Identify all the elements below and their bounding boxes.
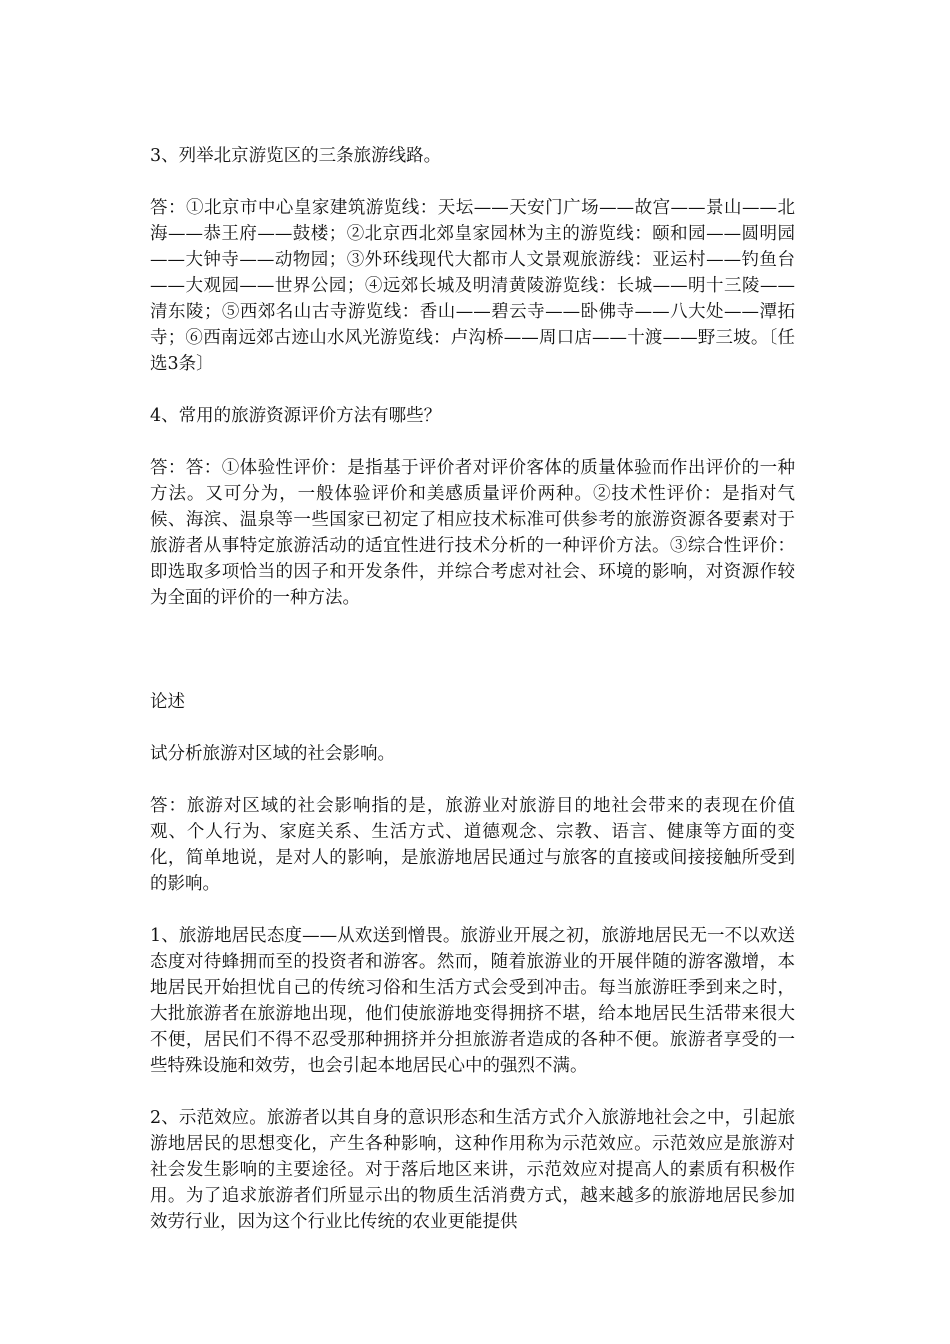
question-4: 4、常用的旅游资源评价方法有哪些？	[150, 406, 442, 426]
question-3: 3、列举北京游览区的三条旅游线路。	[150, 146, 442, 166]
section-heading: 论述	[150, 692, 185, 712]
essay-point-2: 2、示范效应。旅游者以其自身的意识形态和生活方式介入旅游地社会之中，引起旅游地居民的思想变化，产生各种影响，这种作用称为示范效应。示范效应是旅游对社会发生影响的主要途径。对于落后地区来讲，示范效应对提高人的素质有积极作用。为了追求旅游者们所显示出的物质生活消费方式，越来越多的旅游地居民参加效劳行业，因为这个行业比传统的农业更能提供	[150, 1108, 795, 1232]
answer-4: 答：答：①体验性评价：是指基于评价者对评价客体的质量体验而作出评价的一种方法。又可分为，一般体验评价和美感质量评价两种。②技术性评价：是指对气候、海滨、温泉等一些国家已初定了相应技术标准可供参考的旅游资源各要素对于旅游者从事特定旅游活动的适宜性进行技术分析的一种评价方法。③综合性评价：即选取多项恰当的因子和开发条件，并综合考虑对社会、环境的影响，对资源作较为全面的评价的一种方法。	[150, 458, 795, 608]
essay-point-1: 1、旅游地居民态度——从欢送到憎畏。旅游业开展之初，旅游地居民无一不以欢送态度对待蜂拥而至的投资者和游客。然而，随着旅游业的开展伴随的游客激增，本地居民开始担忧自己的传统习俗和生活方式会受到冲击。每当旅游旺季到来之时，大批旅游者在旅游地出现，他们使旅游地变得拥挤不堪，给本地居民生活带来很大不便，居民们不得不忍受那种拥挤并分担旅游者造成的各种不便。旅游者享受的一些特殊设施和效劳，也会引起本地居民心中的强烈不满。	[150, 926, 795, 1076]
essay-question: 试分析旅游对区域的社会影响。	[150, 744, 395, 764]
essay-answer: 答：旅游对区域的社会影响指的是，旅游业对旅游目的地社会带来的表现在价值观、个人行为、家庭关系、生活方式、道德观念、宗教、语言、健康等方面的变化，简单地说，是对人的影响，是旅游地居民通过与旅客的直接或间接接触所受到的影响。	[150, 796, 795, 894]
answer-3: 答：①北京市中心皇家建筑游览线：天坛——天安门广场——故宫——景山——北海——恭王府——鼓楼；②北京西北郊皇家园林为主的游览线：颐和园——圆明园——大钟寺——动物园；③外环线现代大都市人文景观旅游线：亚运村——钓鱼台——大观园——世界公园；④远郊长城及明清黄陵游览线：长城——明十三陵——清东陵；⑤西郊名山古寺游览线：香山——碧云寺——卧佛寺——八大处——潭拓寺；⑥西南远郊古迹山水风光游览线：卢沟桥——周口店——十渡——野三坡。〔任选3条〕	[150, 198, 795, 374]
document-page	[150, 143, 795, 1235]
